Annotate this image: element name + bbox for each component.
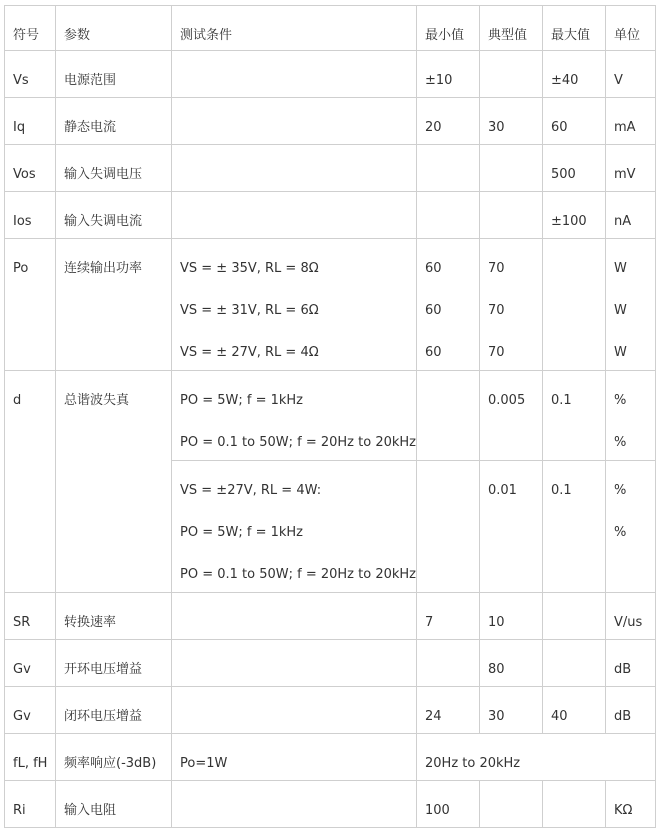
table-row xyxy=(5,145,656,192)
typ-cell xyxy=(480,145,543,192)
condition-cell xyxy=(172,781,417,828)
min-cell: 60 60 60 xyxy=(417,239,480,371)
max-cell: 40 xyxy=(543,687,606,734)
symbol-cell: Iq xyxy=(5,98,56,145)
typ-cell: 0.005 xyxy=(480,371,543,461)
table-row xyxy=(5,781,656,828)
typ-cell: 70 70 70 xyxy=(480,239,543,371)
table-row xyxy=(5,640,656,687)
unit-cell: W W W xyxy=(606,239,656,371)
unit-cell: dB xyxy=(606,640,656,687)
unit-cell: mV xyxy=(606,145,656,192)
max-cell xyxy=(543,593,606,640)
symbol-cell: Po xyxy=(5,239,56,371)
table-row xyxy=(5,687,656,734)
condition-cell xyxy=(172,593,417,640)
header-cell: 测试条件 xyxy=(172,6,417,51)
symbol-cell: Gv xyxy=(5,687,56,734)
min-cell: ±10 xyxy=(417,51,480,98)
parameter-cell: 输入失调电压 xyxy=(56,145,172,192)
typ-cell xyxy=(480,51,543,98)
typ-cell xyxy=(480,192,543,239)
header-cell: 典型值 xyxy=(480,6,543,51)
parameter-cell: 频率响应(-3dB) xyxy=(56,734,172,781)
condition-cell xyxy=(172,145,417,192)
min-cell xyxy=(417,461,480,593)
max-cell: 500 xyxy=(543,145,606,192)
table-row xyxy=(5,593,656,640)
min-cell: 100 xyxy=(417,781,480,828)
range-cell: 20Hz to 20kHz xyxy=(417,734,656,781)
typ-cell xyxy=(480,781,543,828)
symbol-cell: SR xyxy=(5,593,56,640)
table-row xyxy=(5,734,656,781)
parameter-cell: 静态电流 xyxy=(56,98,172,145)
table-row xyxy=(5,192,656,239)
parameter-cell: 闭环电压增益 xyxy=(56,687,172,734)
symbol-cell: Ri xyxy=(5,781,56,828)
parameter-cell: 开环电压增益 xyxy=(56,640,172,687)
max-cell: 60 xyxy=(543,98,606,145)
symbol-cell: d xyxy=(5,371,56,593)
min-cell xyxy=(417,640,480,687)
unit-cell: V xyxy=(606,51,656,98)
max-cell xyxy=(543,239,606,371)
table-header-row xyxy=(5,6,656,51)
unit-cell: V/us xyxy=(606,593,656,640)
symbol-cell: fL, fH xyxy=(5,734,56,781)
symbol-cell: Vs xyxy=(5,51,56,98)
parameter-cell: 输入失调电流 xyxy=(56,192,172,239)
min-cell: 24 xyxy=(417,687,480,734)
header-cell: 最小值 xyxy=(417,6,480,51)
condition-cell xyxy=(172,51,417,98)
parameter-cell: 输入电阻 xyxy=(56,781,172,828)
parameter-cell: 电源范围 xyxy=(56,51,172,98)
symbol-cell: Ios xyxy=(5,192,56,239)
table-row xyxy=(5,98,656,145)
condition-cell xyxy=(172,687,417,734)
header-cell: 单位 xyxy=(606,6,656,51)
symbol-cell: Gv xyxy=(5,640,56,687)
header-cell: 最大值 xyxy=(543,6,606,51)
unit-cell: % % xyxy=(606,371,656,461)
typ-cell: 30 xyxy=(480,98,543,145)
parameter-cell: 总谐波失真 xyxy=(56,371,172,593)
header-cell: 符号 xyxy=(5,6,56,51)
min-cell: 7 xyxy=(417,593,480,640)
unit-cell: dB xyxy=(606,687,656,734)
condition-cell: VS = ±27V, RL = 4W: PO = 5W; f = 1kHz PO = 0.1 to 50W; f = 20Hz to 20kHz xyxy=(172,461,417,593)
condition-cell: PO = 5W; f = 1kHz PO = 0.1 to 50W; f = 20Hz to 20kHz xyxy=(172,371,417,461)
spec-table xyxy=(4,5,656,828)
symbol-cell: Vos xyxy=(5,145,56,192)
header-cell: 参数 xyxy=(56,6,172,51)
condition-cell xyxy=(172,192,417,239)
parameter-cell: 连续输出功率 xyxy=(56,239,172,371)
condition-cell xyxy=(172,640,417,687)
table-row xyxy=(5,371,656,461)
condition-cell xyxy=(172,98,417,145)
typ-cell: 30 xyxy=(480,687,543,734)
unit-cell: % % xyxy=(606,461,656,593)
min-cell xyxy=(417,145,480,192)
unit-cell: mA xyxy=(606,98,656,145)
typ-cell: 0.01 xyxy=(480,461,543,593)
max-cell xyxy=(543,781,606,828)
table-row xyxy=(5,51,656,98)
unit-cell: nA xyxy=(606,192,656,239)
min-cell xyxy=(417,192,480,239)
min-cell xyxy=(417,371,480,461)
condition-cell: Po=1W xyxy=(172,734,417,781)
parameter-cell: 转换速率 xyxy=(56,593,172,640)
max-cell xyxy=(543,640,606,687)
typ-cell: 10 xyxy=(480,593,543,640)
max-cell: 0.1 xyxy=(543,461,606,593)
unit-cell: KΩ xyxy=(606,781,656,828)
condition-cell: VS = ± 35V, RL = 8Ω VS = ± 31V, RL = 6Ω VS = ± 27V, RL = 4Ω xyxy=(172,239,417,371)
max-cell: ±40 xyxy=(543,51,606,98)
table-row xyxy=(5,239,656,371)
typ-cell: 80 xyxy=(480,640,543,687)
max-cell: 0.1 xyxy=(543,371,606,461)
min-cell: 20 xyxy=(417,98,480,145)
max-cell: ±100 xyxy=(543,192,606,239)
